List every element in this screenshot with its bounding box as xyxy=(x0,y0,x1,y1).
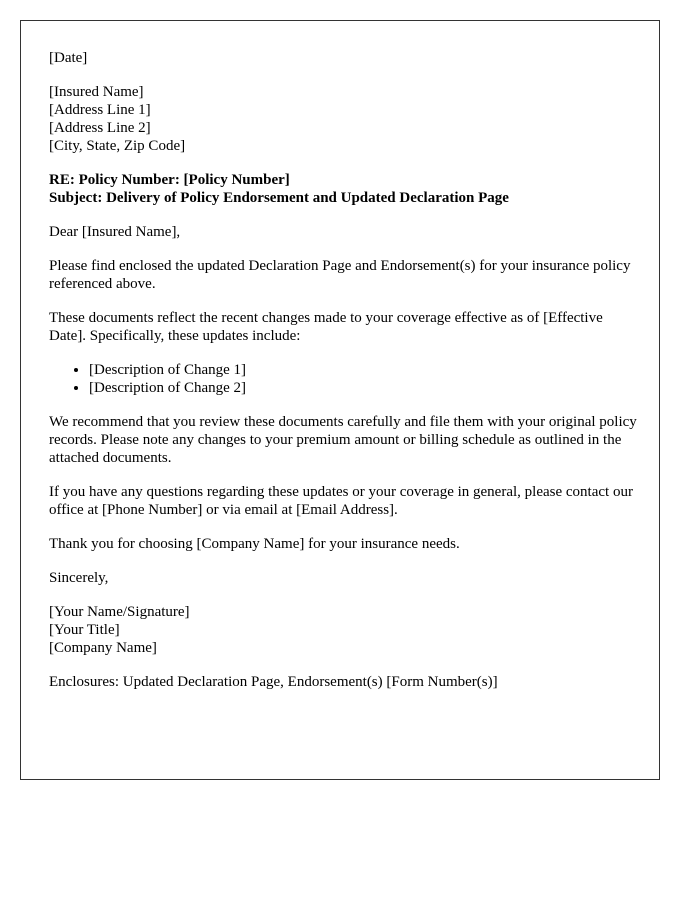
salutation: Dear [Insured Name], xyxy=(49,224,181,240)
signature-title: [Your Title] xyxy=(49,622,120,638)
recipient-city-state-zip: [City, State, Zip Code] xyxy=(49,138,186,154)
changes-list xyxy=(49,361,643,397)
re-policy-number: RE: Policy Number: [Policy Number] xyxy=(49,172,290,188)
enclosures-line: Enclosures: Updated Declaration Page, Endorsement(s) [Form Number(s)] xyxy=(49,674,498,690)
letter-page xyxy=(20,20,660,780)
signature-company: [Company Name] xyxy=(49,640,157,656)
recipient-address-block xyxy=(49,83,643,155)
paragraph-changes-intro: These documents reflect the recent changes made to your coverage effective as of [Effective Date]. Specifically, these updates include: xyxy=(49,310,603,344)
paragraph-contact-info: If you have any questions regarding these updates or your coverage in general, please contact our office at [Phone Number] or via email at [Email Address]. xyxy=(49,484,633,518)
paragraph-review-recommendation: We recommend that you review these documents carefully and file them with your original policy records. Please note any changes to your premium amount or billing schedule as outlined in the attached documents. xyxy=(49,414,637,466)
recipient-address-line-1: [Address Line 1] xyxy=(49,102,151,118)
list-item: • [Description of Change 1] xyxy=(89,361,643,379)
signature-name: [Your Name/Signature] xyxy=(49,604,190,620)
letter-date: [Date] xyxy=(49,50,88,66)
recipient-address-line-2: [Address Line 2] xyxy=(49,120,151,136)
subject-line: Subject: Delivery of Policy Endorsement and Updated Declaration Page xyxy=(49,190,509,206)
signature-block xyxy=(49,603,643,657)
recipient-name: [Insured Name] xyxy=(49,84,144,100)
letter-body xyxy=(49,49,643,707)
closing: Sincerely, xyxy=(49,570,109,586)
reference-block xyxy=(49,171,643,207)
list-item: • [Description of Change 2] xyxy=(89,379,643,397)
paragraph-enclosed-documents: Please find enclosed the updated Declaration Page and Endorsement(s) for your insurance policy referenced above. xyxy=(49,258,631,292)
paragraph-thank-you: Thank you for choosing [Company Name] for your insurance needs. xyxy=(49,536,460,552)
